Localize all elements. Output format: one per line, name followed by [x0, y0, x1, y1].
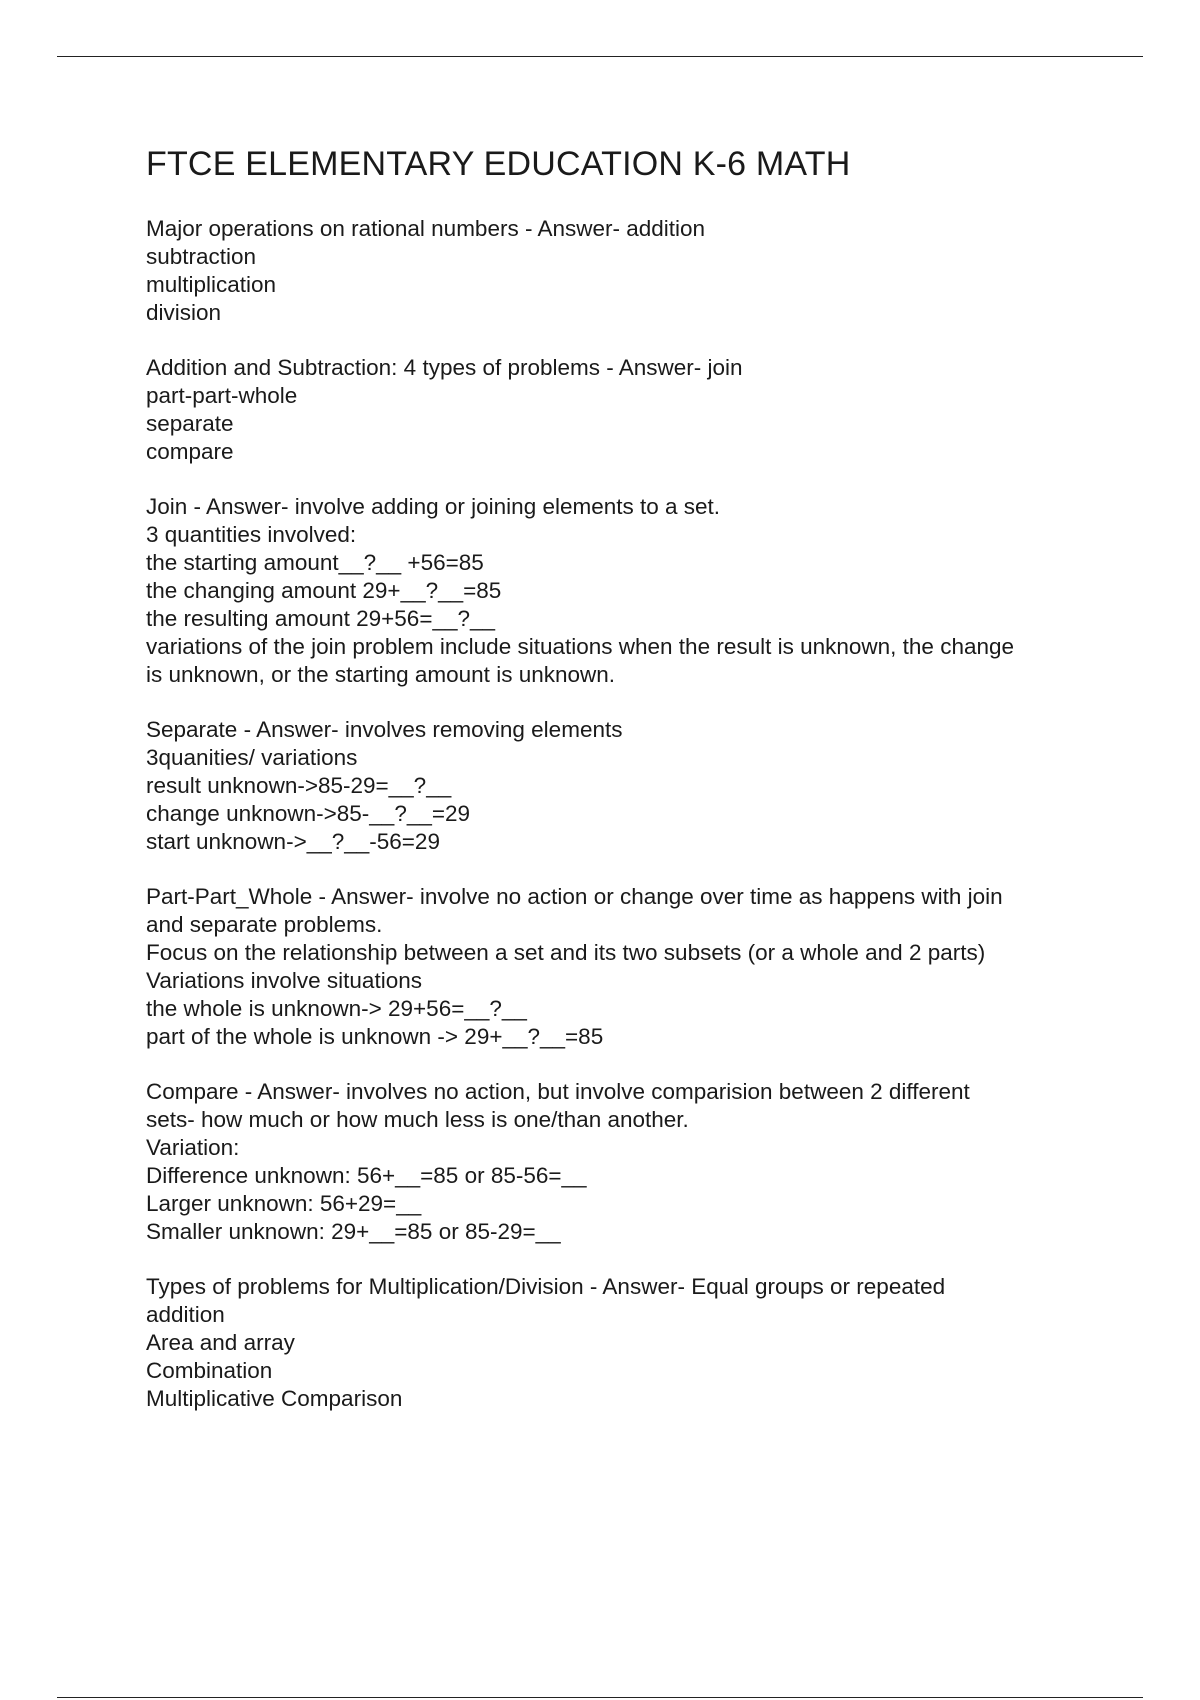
entry-answer-line: part of the whole is unknown -> 29+__?__=85	[146, 1024, 604, 1049]
entry-answer-line: Variations involve situations	[146, 968, 422, 993]
flashcard-entry	[146, 716, 1086, 856]
flashcard-entry	[146, 883, 1086, 1051]
flashcard-entry	[146, 493, 1086, 689]
entry-answer-line: subtraction	[146, 244, 257, 269]
entry-answer-line: separate	[146, 411, 234, 436]
entry-answer-line: and separate problems.	[146, 912, 383, 937]
entry-answer-line: the whole is unknown-> 29+56=__?__	[146, 996, 527, 1021]
entry-answer-line: Difference unknown: 56+__=85 or 85-56=__	[146, 1163, 587, 1188]
entry-question-line: Addition and Subtraction: 4 types of problems - Answer- join	[146, 355, 743, 380]
entry-answer-line: result unknown->85-29=__?__	[146, 773, 452, 798]
entry-question-line: Part-Part_Whole - Answer- involve no action or change over time as happens with join	[146, 884, 1003, 909]
entry-answer-line: change unknown->85-__?__=29	[146, 801, 471, 826]
entry-answer-line: sets- how much or how much less is one/than another.	[146, 1107, 689, 1132]
document-title: FTCE ELEMENTARY EDUCATION K-6 MATH	[146, 145, 851, 183]
entry-answer-line: multiplication	[146, 272, 277, 297]
entry-answer-line: 3 quantities involved:	[146, 522, 357, 547]
entry-answer-line: Variation:	[146, 1135, 240, 1160]
entry-question-line: Types of problems for Multiplication/Division - Answer- Equal groups or repeated	[146, 1274, 946, 1299]
entry-answer-line: the starting amount__?__ +56=85	[146, 550, 484, 575]
entry-answer-line: 3quanities/ variations	[146, 745, 358, 770]
entry-answer-line: variations of the join problem include situations when the result is unknown, the change	[146, 634, 1015, 659]
entry-answer-line: addition	[146, 1302, 225, 1327]
top-divider	[57, 56, 1143, 57]
entry-answer-line: compare	[146, 439, 234, 464]
flashcard-entry	[146, 1078, 1086, 1246]
entry-question-line: Separate - Answer- involves removing elements	[146, 717, 623, 742]
entry-answer-line: Larger unknown: 56+29=__	[146, 1191, 422, 1216]
entry-answer-line: is unknown, or the starting amount is unknown.	[146, 662, 616, 687]
entry-answer-line: Multiplicative Comparison	[146, 1386, 403, 1411]
entry-answer-line: Combination	[146, 1358, 273, 1383]
document-page	[146, 142, 1086, 1440]
flashcard-entry	[146, 1273, 1086, 1413]
bottom-divider	[57, 1697, 1143, 1698]
flashcard-entry	[146, 354, 1086, 466]
entry-answer-line: Smaller unknown: 29+__=85 or 85-29=__	[146, 1219, 561, 1244]
entry-answer-line: the resulting amount 29+56=__?__	[146, 606, 496, 631]
flashcard-list	[146, 215, 1086, 1413]
entry-answer-line: Area and array	[146, 1330, 295, 1355]
flashcard-entry	[146, 215, 1086, 327]
entry-answer-line: start unknown->__?__-56=29	[146, 829, 440, 854]
entry-question-line: Major operations on rational numbers - Answer- addition	[146, 216, 706, 241]
entry-question-line: Compare - Answer- involves no action, but involve comparision between 2 different	[146, 1079, 970, 1104]
entry-answer-line: part-part-whole	[146, 383, 298, 408]
entry-answer-line: Focus on the relationship between a set and its two subsets (or a whole and 2 parts)	[146, 940, 986, 965]
entry-answer-line: the changing amount 29+__?__=85	[146, 578, 502, 603]
entry-answer-line: division	[146, 300, 222, 325]
entry-question-line: Join - Answer- involve adding or joining elements to a set.	[146, 494, 721, 519]
